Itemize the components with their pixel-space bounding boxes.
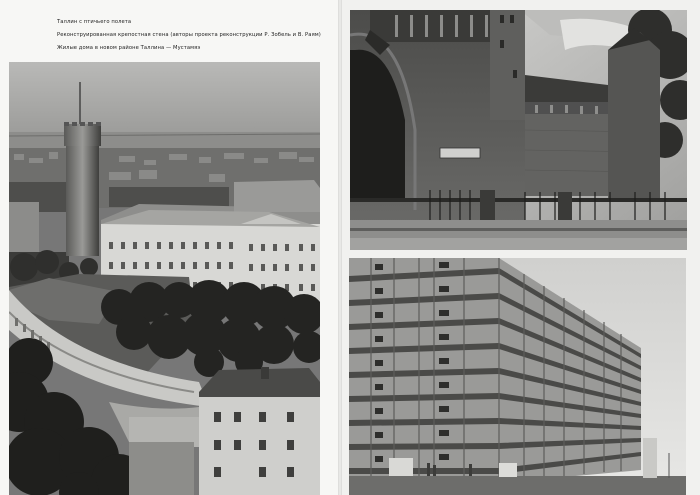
- aerial-photo-graphic: [9, 62, 320, 495]
- caption-line-aerial: Таллин с птичьего полета: [57, 19, 132, 25]
- left-page: [0, 0, 340, 495]
- caption-line-wall: Реконструированная крепостная стена (авторы проекта реконструкции Р. Зобель и В. Раям): [57, 32, 321, 38]
- caption-line-housing: Жилые дома в новом районе Таллина — Мустамяэ: [57, 45, 201, 51]
- photo-fortress-wall: [350, 10, 687, 250]
- page-fold: [338, 0, 342, 495]
- photo-mustamae-housing: [349, 258, 686, 495]
- photo-tallinn-aerial: [9, 62, 320, 495]
- housing-photo-graphic: [349, 258, 686, 495]
- fortress-photo-graphic: [350, 10, 687, 250]
- captions-block: [57, 16, 327, 55]
